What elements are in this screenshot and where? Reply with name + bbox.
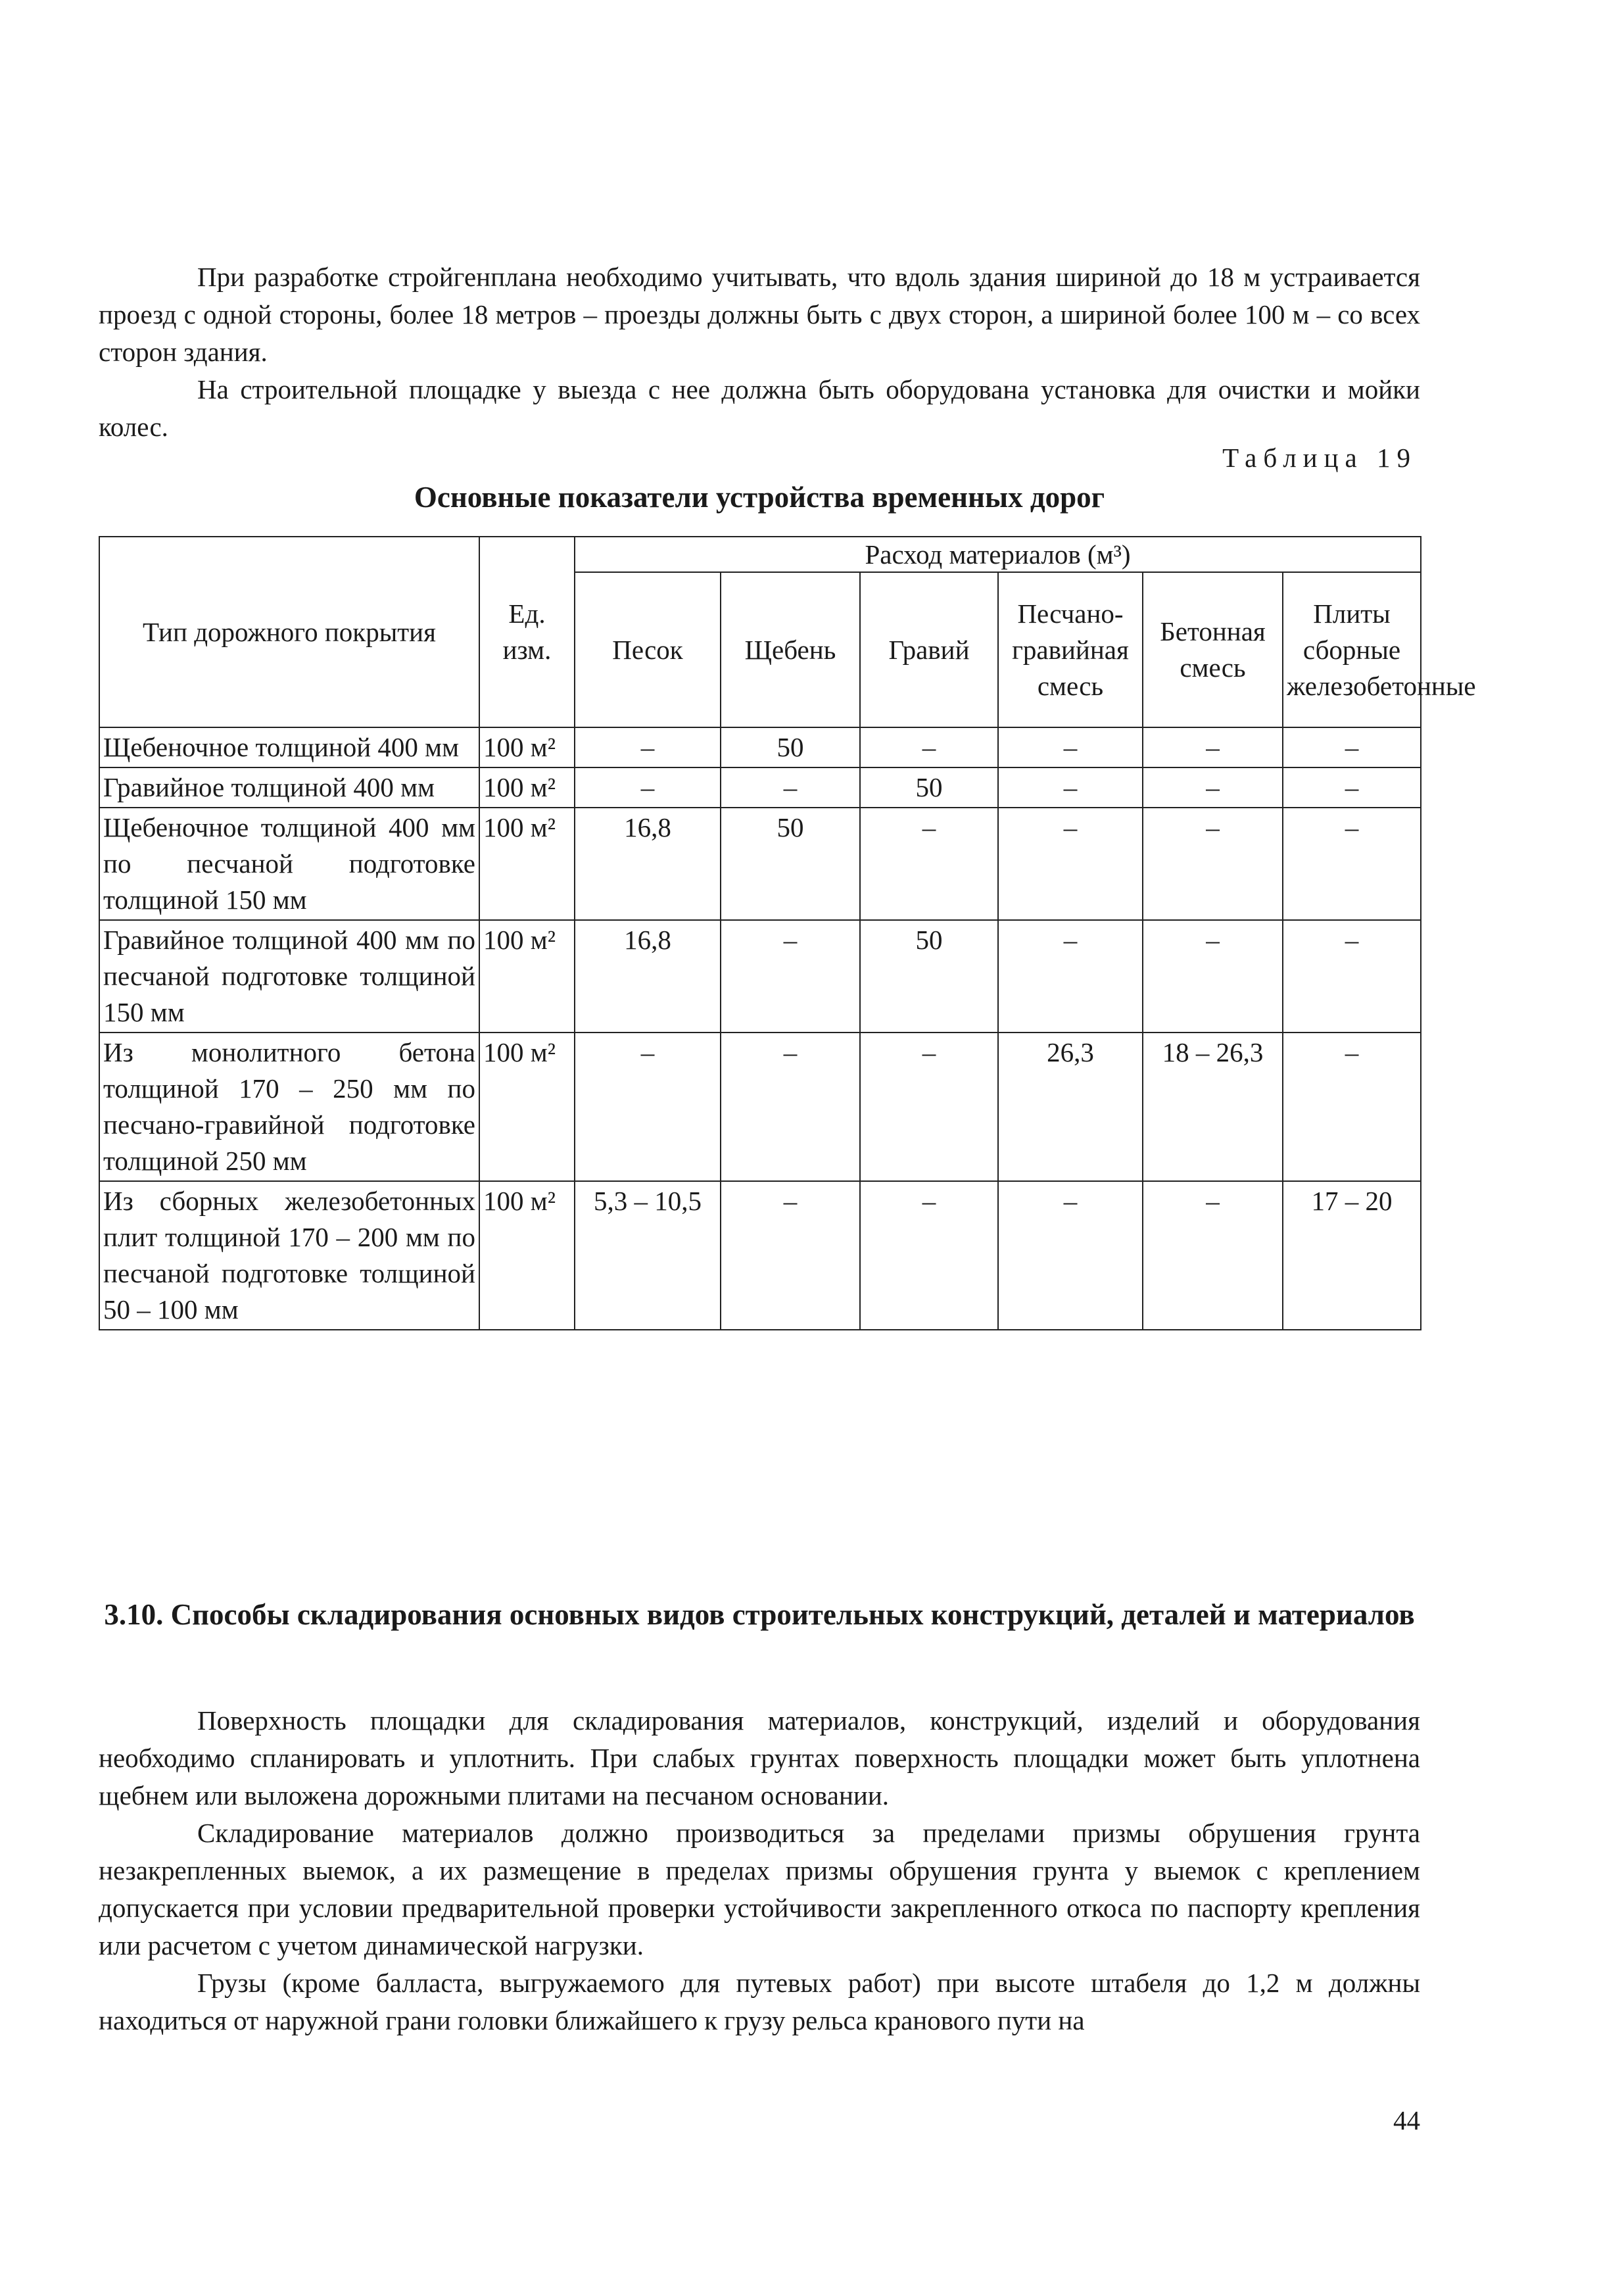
cell-value: – xyxy=(1283,727,1421,767)
cell-unit: 100 м² xyxy=(479,920,575,1033)
header-material: Бетонная смесь xyxy=(1143,572,1283,727)
cell-value: – xyxy=(860,1033,998,1181)
road-indicators-table xyxy=(99,536,1476,1330)
cell-value: – xyxy=(575,767,721,808)
cell-value: 50 xyxy=(860,767,998,808)
section-heading: 3.10. Способы складирования основных видов строительных конструкций, деталей и материалов xyxy=(104,1598,1415,1631)
table-row xyxy=(99,920,1421,1033)
section-paragraph-1: Поверхность площадки для складирования материалов, конструкций, изделий и оборудования необходимо спланировать и уплотнить. При слабых грунтах поверхность площадки может быть уплотнена щебнем или выложена дорожными плитами на песчаном основании. xyxy=(99,1705,1420,1811)
header-material: Песчано-гравийная смесь xyxy=(998,572,1143,727)
intro-text xyxy=(99,258,1420,446)
cell-type: Щебеночное толщиной 400 мм xyxy=(99,727,479,767)
cell-value: – xyxy=(1143,808,1283,920)
cell-unit: 100 м² xyxy=(479,808,575,920)
cell-type: Гравийное толщиной 400 мм xyxy=(99,767,479,808)
cell-value: 18 – 26,3 xyxy=(1143,1033,1283,1181)
header-material: Песок xyxy=(575,572,721,727)
cell-type: Гравийное толщиной 400 мм по песчаной подготовке толщиной 150 мм xyxy=(99,920,479,1033)
cell-value: – xyxy=(1143,1181,1283,1330)
cell-unit: 100 м² xyxy=(479,767,575,808)
cell-value: – xyxy=(1143,767,1283,808)
cell-value: – xyxy=(1143,920,1283,1033)
table-header-row xyxy=(99,537,1421,572)
intro-paragraph-2: На строительной площадке у выезда с нее должна быть оборудована установка для очистки и мойки колес. xyxy=(99,374,1420,442)
cell-value: – xyxy=(721,920,860,1033)
header-material: Плиты сборные железобетонные xyxy=(1283,572,1421,727)
header-type: Тип дорожного покрытия xyxy=(99,537,479,727)
section-paragraph-2: Складирование материалов должно производиться за пределами призмы обрушения грунта незакрепленных выемок, а их размещение в пределах призмы обрушения грунта у выемок с креплением допускается при условии предварительной проверки устойчивости закрепленного откоса по паспорту крепления или расчетом с учетом динамической нагрузки. xyxy=(99,1818,1420,1960)
cell-value: – xyxy=(1283,1033,1421,1181)
cell-type: Из сборных железобетонных плит толщиной 170 – 200 мм по песчаной подготовке толщиной 50 – 100 мм xyxy=(99,1181,479,1330)
table-title: Основные показатели устройства временных дорог xyxy=(414,481,1105,514)
cell-value: 5,3 – 10,5 xyxy=(575,1181,721,1330)
cell-value: 26,3 xyxy=(998,1033,1143,1181)
cell-value: – xyxy=(998,767,1143,808)
cell-unit: 100 м² xyxy=(479,727,575,767)
table-row xyxy=(99,1033,1421,1181)
table-row xyxy=(99,808,1421,920)
cell-value: – xyxy=(575,1033,721,1181)
header-materials-group: Расход материалов (м³) xyxy=(575,537,1421,572)
cell-value: – xyxy=(860,727,998,767)
cell-value: – xyxy=(721,1033,860,1181)
table-row xyxy=(99,767,1421,808)
cell-value: 16,8 xyxy=(575,808,721,920)
cell-value: 50 xyxy=(860,920,998,1033)
cell-value: – xyxy=(1283,920,1421,1033)
header-material: Щебень xyxy=(721,572,860,727)
cell-value: 17 – 20 xyxy=(1283,1181,1421,1330)
table-row xyxy=(99,727,1421,767)
section-body xyxy=(99,1702,1420,2039)
cell-unit: 100 м² xyxy=(479,1033,575,1181)
table-row xyxy=(99,1181,1421,1330)
header-unit: Ед. изм. xyxy=(479,537,575,727)
cell-value: – xyxy=(1283,808,1421,920)
cell-value: – xyxy=(575,727,721,767)
cell-value: 50 xyxy=(721,727,860,767)
cell-value: – xyxy=(1283,767,1421,808)
cell-value: – xyxy=(998,1181,1143,1330)
cell-value: – xyxy=(860,808,998,920)
cell-value: – xyxy=(998,727,1143,767)
intro-paragraph-1: При разработке стройгенплана необходимо учитывать, что вдоль здания шириной до 18 м устраивается проезд с одной стороны, более 18 метров – проезды должны быть с двух сторон, а шириной более 100 м – со всех сторон здания. xyxy=(99,262,1420,367)
table-caption: Таблица 19 xyxy=(1222,443,1417,473)
cell-type: Из монолитного бетона толщиной 170 – 250 мм по песчано-гравийной подготовке толщиной 250 мм xyxy=(99,1033,479,1181)
cell-value: – xyxy=(860,1181,998,1330)
page-number: 44 xyxy=(1393,2105,1420,2135)
cell-unit: 100 м² xyxy=(479,1181,575,1330)
section-paragraph-3: Грузы (кроме балласта, выгружаемого для путевых работ) при высоте штабеля до 1,2 м должны находиться от наружной грани головки ближайшего к грузу рельса кранового пути на xyxy=(99,1968,1420,2035)
header-material: Гравий xyxy=(860,572,998,727)
cell-value: – xyxy=(998,920,1143,1033)
cell-type: Щебеночное толщиной 400 мм по песчаной подготовке толщиной 150 мм xyxy=(99,808,479,920)
cell-value: – xyxy=(721,1181,860,1330)
cell-value: 16,8 xyxy=(575,920,721,1033)
cell-value: 50 xyxy=(721,808,860,920)
cell-value: – xyxy=(998,808,1143,920)
cell-value: – xyxy=(721,767,860,808)
cell-value: – xyxy=(1143,727,1283,767)
